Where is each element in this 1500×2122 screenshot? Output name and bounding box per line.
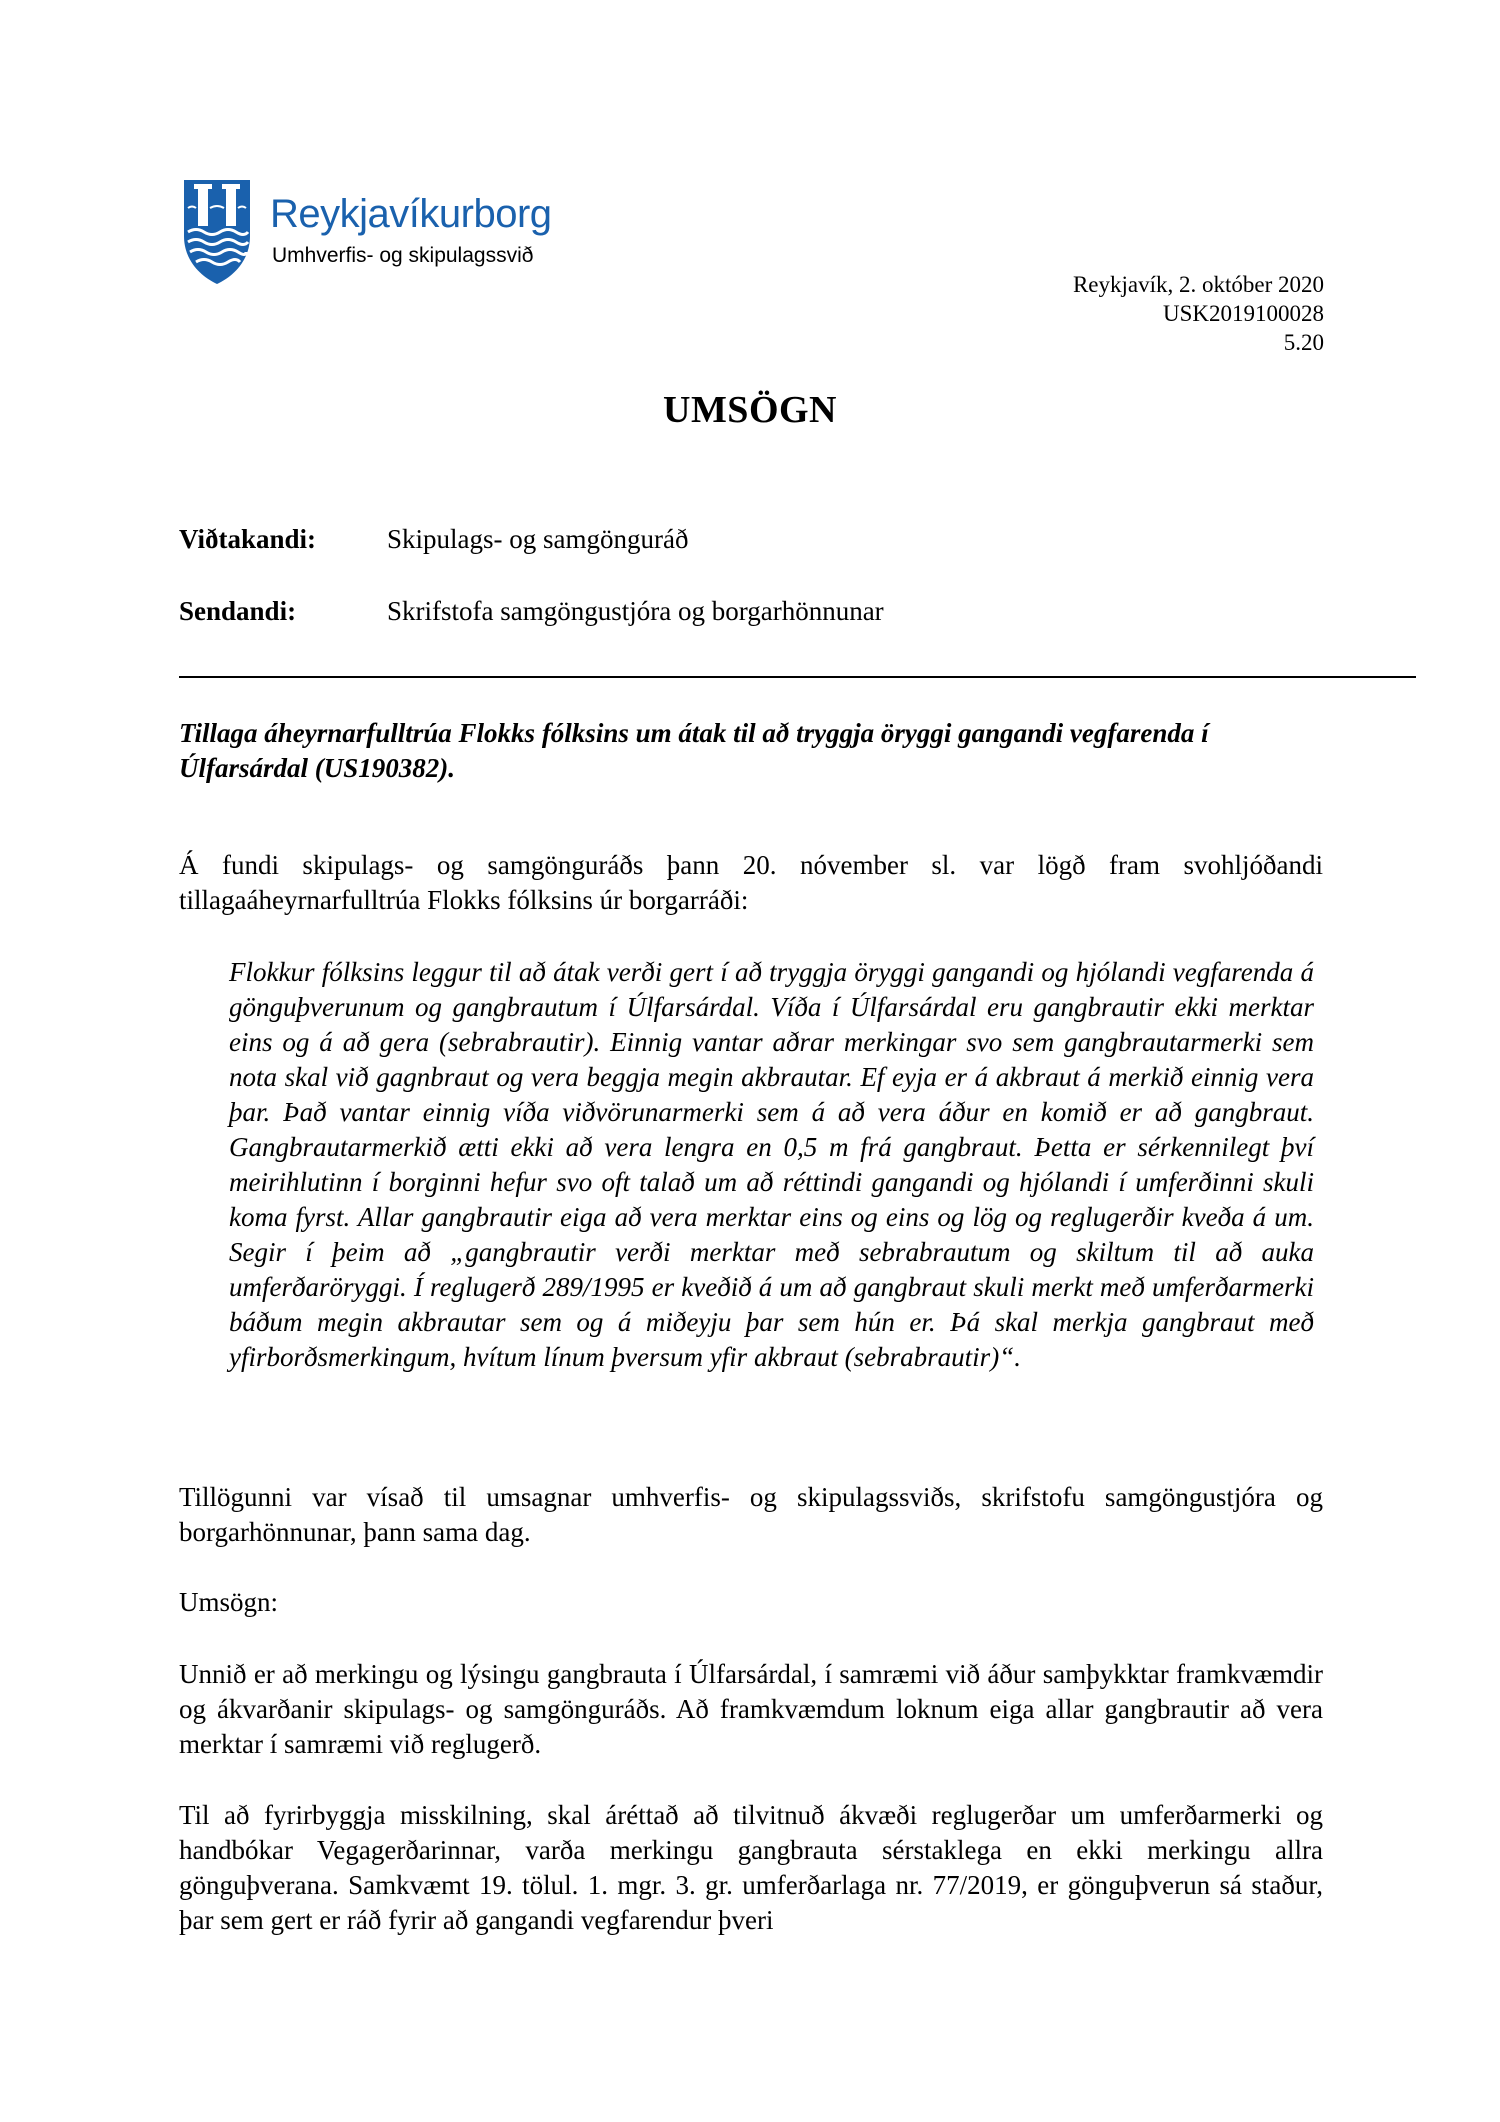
opinion-paragraph: Unnið er að merkingu og lýsingu gangbrauta í Úlfarsárdal, í samræmi við áður samþykktar framkvæmdir og ákvarðanir skipulags- og samgönguráðs. Að framkvæmdum loknum eiga allar gangbrautir að vera merktar í samræmi við reglugerð.: [179, 1659, 1323, 1759]
org-logo: [182, 178, 582, 288]
sender-label: Sendandi:: [179, 596, 297, 626]
sender-value: Skrifstofa samgöngustjóra og borgarhönnunar: [387, 596, 884, 626]
header-divider: [179, 676, 1416, 678]
opinion-label: Umsögn:: [179, 1587, 279, 1617]
reykjavik-coat-of-arms-icon: [182, 178, 252, 286]
item-number: 5.20: [1283, 330, 1324, 355]
document-title: UMSÖGN: [663, 389, 837, 431]
intro-paragraph: Á fundi skipulags- og samgönguráðs þann 20. nóvember sl. var lögð fram svohljóðandi tillagaáheyrnarfulltrúa Flokks fólksins úr borgarráði:: [179, 850, 1323, 915]
case-number: USK2019100028: [1162, 301, 1324, 326]
recipient-value: Skipulags- og samgönguráð: [387, 524, 689, 554]
department-name: Umhverfis- og skipulagssvið: [272, 244, 534, 267]
clarification-paragraph: Til að fyrirbyggja misskilning, skal áréttað að tilvitnuð ákvæði reglugerðar um umferðarmerki og handbókar Vegagerðarinnar, varða merkingu gangbrauta sérstaklega en ekki merkingu allra gönguþverana. Samkvæmt 19. tölul. 1. mgr. 3. gr. umferðarlaga nr. 77/2019, er gönguþverun sá staður, þar sem gert er ráð fyrir að gangandi vegfarendur þveri: [179, 1800, 1323, 1935]
recipient-label: Viðtakandi:: [179, 524, 317, 554]
proposal-quote: Flokkur fólksins leggur til að átak verði gert í að tryggja öryggi gangandi og hjólandi vegfarenda á gönguþverunum og gangbrautum í Úlfarsárdal. Víða í Úlfarsárdal eru gangbrautir ekki merktar eins og á að gera (sebrabrautir). Einnig vantar aðrar merkingar svo sem gangbrautarmerki sem nota skal við gagnbraut og vera beggja megin akbrautar. Ef eyja er á akbraut á merkið einnig vera þar. Það vantar einnig víða viðvörunarmerki sem á að vera áður en komið er að gangbraut. Gangbrautarmerkið ætti ekki að vera lengra en 0,5 m frá gangbraut. Þetta er sérkennilegt því meirihlutinn í borginni hefur svo oft talað um að réttindi gangandi og hjólandi í umferðinni skuli koma fyrst. Allar gangbrautir eiga að vera merktar eins og eins og lög og reglugerðir kveða á um. Segir í þeim að „gangbrautir verði merktar með sebrabrautum og skiltum til að auka umferðaröryggi. Í reglugerð 289/1995 er kveðið á um að gangbraut skuli merkt með umferðarmerki báðum megin akbrautar sem og á miðeyju þar sem hún er. Þá skal merkja gangbraut með yfirborðsmerkingum, hvítum línum þversum yfir akbraut (sebrabrautir)“.: [229, 957, 1314, 1372]
org-name: Reykjavíkurborg: [270, 192, 552, 236]
document-meta: [1073, 270, 1324, 357]
referral-paragraph: Tillögunni var vísað til umsagnar umhverfis- og skipulagssviðs, skrifstofu samgöngustjóra og borgarhönnunar, þann sama dag.: [179, 1482, 1323, 1547]
subject-heading: Tillaga áheyrnarfulltrúa Flokks fólksins um átak til að tryggja öryggi gangandi vegfarenda í Úlfarsárdal (US190382).: [179, 718, 1209, 783]
place-date: Reykjavík, 2. október 2020: [1072, 272, 1324, 297]
